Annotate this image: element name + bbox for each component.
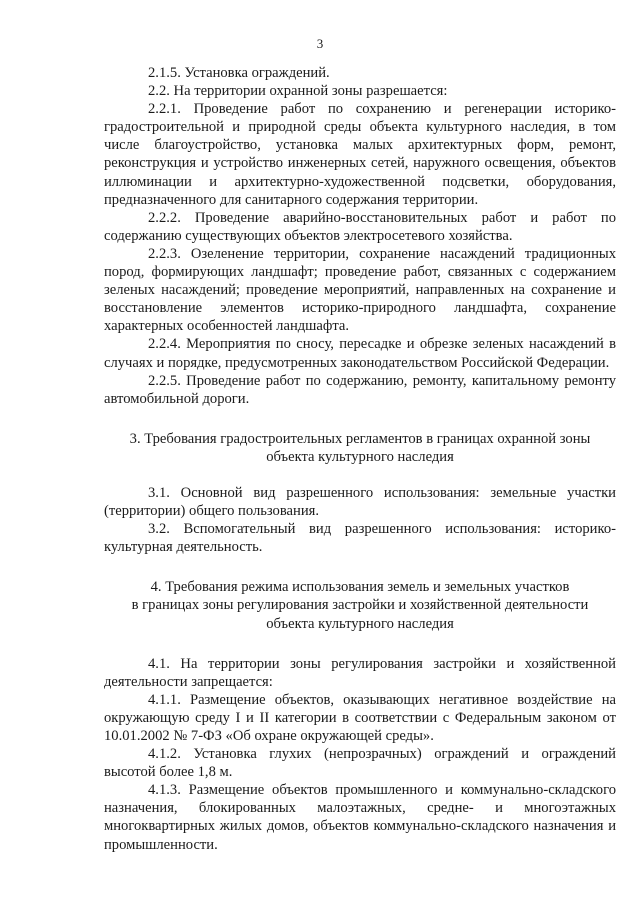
paragraph-2-2-4: 2.2.4. Мероприятия по сносу, пересадке и обрезке зеленых насаждений в случаях и порядке, предусмотренных законодательством Российской Федерации. [104, 336, 616, 371]
section-4-heading-line-3: объекта культурного наследия [266, 615, 454, 632]
paragraph-4-1-2: 4.1.2. Установка глухих (непрозрачных) ограждений и ограждений высотой более 1,8 м. [104, 746, 616, 781]
paragraph-2-2: 2.2. На территории охранной зоны разрешается: [148, 83, 448, 100]
page-number: 3 [316, 36, 324, 51]
paragraph-2-1-5: 2.1.5. Установка ограждений. [148, 65, 330, 81]
paragraph-2-2-2: 2.2.2. Проведение аварийно-восстановительных работ и работ по содержанию существующих объектов электросетевого хозяйства. [104, 209, 616, 244]
paragraph-2-2-1: 2.2.1. Проведение работ по сохранению и регенерации историко-градостроительной и природной среды объекта культурного наследия, в том числе благоустройство, установка малых архитектурных форм, ремонт, реконструкция и устройство инженерных сетей, наружного освещения, объектов иллюминации и архитектурно-художественной подсветки, оборудования, предназначенного для санитарного содержания территории. [104, 101, 616, 208]
paragraph-2-2-5: 2.2.5. Проведение работ по содержанию, ремонту, капитальному ремонту автомобильной дороги. [104, 372, 616, 407]
paragraph-3-2: 3.2. Вспомогательный вид разрешенного использования: историко-культурная деятельность. [104, 521, 616, 556]
document-body [104, 64, 616, 854]
paragraph-4-1: 4.1. На территории зоны регулирования застройки и хозяйственной деятельности запрещается: [104, 655, 616, 690]
section-4-heading-line-1: 4. Требования режима использования земель и земельных участков [150, 579, 570, 596]
paragraph-3-1: 3.1. Основной вид разрешенного использования: земельные участки (территории) общего пользования. [104, 484, 616, 520]
section-4-heading [104, 578, 616, 632]
paragraph-4-1-3: 4.1.3. Размещение объектов промышленного и коммунально-складского назначения, блокированных малоэтажных, средне- и многоэтажных многоквартирных жилых домов, объектов коммунально-складского назначения и промышленности. [104, 782, 616, 853]
section-3-heading-line-1: 3. Требования градостроительных регламентов в границах охранной зоны [129, 430, 591, 447]
section-3-heading [104, 430, 616, 466]
section-3-heading-line-2: объекта культурного наследия [266, 448, 454, 465]
paragraph-2-2-3: 2.2.3. Озеленение территории, сохранение насаждений традиционных пород, формирующих ландшафт; проведение работ, связанных с содержанием зеленых насаждений; проведение мероприятий, направленных на сохранение и восстановление элементов историко-природного ландшафта, сохранение характерных особенностей ландшафта. [104, 245, 616, 335]
paragraph-4-1-1: 4.1.1. Размещение объектов, оказывающих негативное воздействие на окружающую среду I и II категории в соответствии с Федеральным законом от 10.01.2002 № 7-ФЗ «Об охране окружающей среды». [104, 691, 616, 744]
section-4-heading-line-2: в границах зоны регулирования застройки и хозяйственной деятельности [131, 597, 589, 614]
